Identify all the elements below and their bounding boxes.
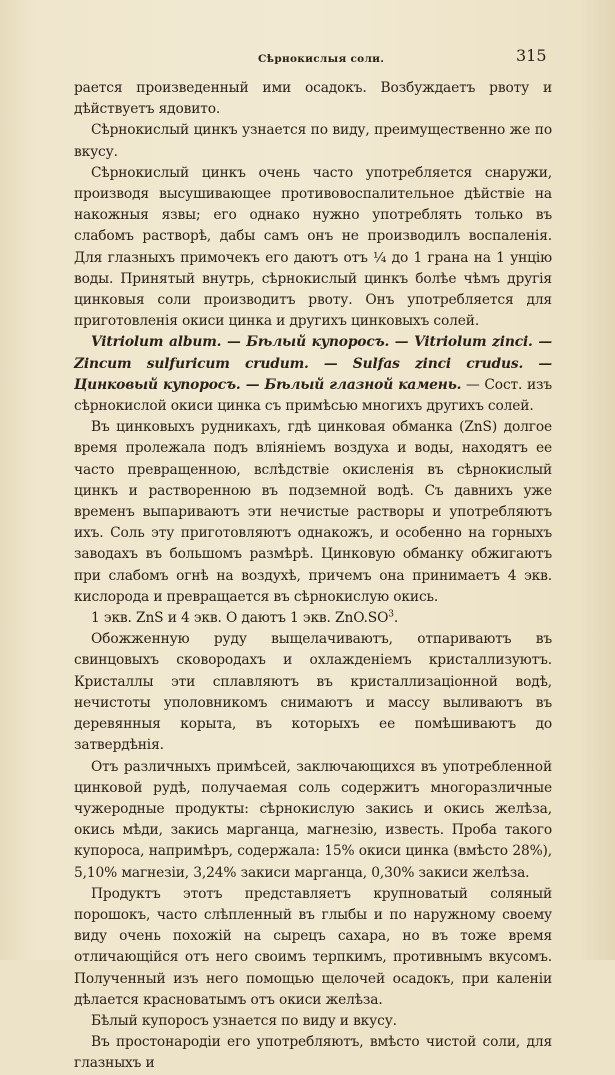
synonyms-composition: — Сост. изъ сѣрнокислой окиси цинка съ примѣсью многихъ другихъ солей. — [74, 376, 552, 415]
body-text — [74, 78, 552, 1075]
paragraph-folk-use: Въ простонародіи его употребляютъ, вмѣсто чистой соли, для глазныхъ и — [74, 1034, 552, 1072]
paragraph-impurities: Отъ различныхъ примѣсей, заключающихся въ употребленной цинковой рудѣ, получаемая соль содержитъ многоразличные чужеродные продукты: сѣрнокислую закись и окись желѣза, окись мѣди, закись марганца, магнезію, известь. Проба такого купороса, напримѣръ, содержала: 15% окиси цинка (вмѣсто 28%), 5,10% магнезіи, 3,24% закиси марганца, 0,30% закиси желѣза. — [74, 758, 552, 881]
synonyms-italic: Vitriolum album. — Бѣлый купоросъ. — Vitriolum zinci. — Zincum sulfuricum crudum. — Sulfas zinci crudus. — Цинковый купоросъ. — Бѣлый глазной камень. — [74, 334, 552, 393]
running-title: Сѣрнокислыя соли. — [258, 53, 385, 65]
formula-end: . — [393, 610, 399, 627]
page-number: 315 — [516, 46, 547, 65]
paragraph-product: Продуктъ этотъ представляетъ крупноватый соляный порошокъ, часто слѣпленный въ глыбы и по наружному своему виду очень похожій на сырецъ сахара, но въ тоже время отличающійся отъ него своимъ терпкимъ, противнымъ вкусомъ. Полученный изъ него помощью щелочей осадокъ, при каленіи дѣлается красноватымъ отъ окиси желѣза. — [74, 885, 552, 1008]
running-head — [0, 44, 615, 66]
paragraph-usage: Сѣрнокислый цинкъ очень часто употребляется снаружи, производя высушивающее противовоспалительное дѣйствіе на накожныя язвы; его однако нужно употреблять только въ слабомъ растворѣ, дабы самъ онъ не производилъ воспаленія. Для глазныхъ примочекъ его даютъ отъ ¼ до 1 грана на 1 унцію воды. Принятый внутрь, сѣрнокислый цинкъ болѣе чѣмъ другія цинковыя соли производитъ рвоту. Онъ употребляется для приготовленія окиси цинка и другихъ цинковыхъ солей. — [74, 164, 552, 330]
paragraph-recognition: Сѣрнокислый цинкъ узнается по виду, преимущественно же по вкусу. — [74, 122, 552, 160]
formula-superscript: 3 — [388, 609, 394, 620]
paragraph-white-vitriol: Бѣлый купоросъ узнается по виду и вкусу. — [91, 1012, 397, 1029]
paragraph-roasting: Обожженную руду выщелачиваютъ, отпариваютъ въ свинцовыхъ сковородахъ и охлажденіемъ кристаллизуютъ. Кристаллы эти сплавляютъ въ кристаллизаціонной водѣ, нечистоты уполовникомъ снимаютъ и массу выливаютъ въ деревянныя корыта, въ которыхъ ее помѣшиваютъ до затвердѣнія. — [74, 631, 552, 754]
paragraph-continuation: рается произведенный ими осадокъ. Возбуждаетъ рвоту и дѣйствуетъ ядовито. — [74, 80, 552, 118]
paragraph-formula — [74, 608, 552, 629]
paragraph-mines: Въ цинковыхъ рудникахъ, гдѣ цинковая обманка (ZnS) долгое время пролежала подъ вліяніемъ воздуха и воды, находятъ ее часто превращенною, вслѣдствіе окисленія въ сѣрнокислый цинкъ и растворенною въ подземной водѣ. Съ давнихъ уже временъ выпариваютъ эти нечистые растворы и употребляютъ ихъ. Соль эту приготовляютъ однакожъ, и особенно на горныхъ заводахъ въ большомъ размѣрѣ. Цинковую обманку обжигаютъ при слабомъ огнѣ на воздухѣ, причемъ она принимаетъ 4 экв. кислорода и превращается въ сѣрнокислую окись. — [74, 419, 552, 605]
paragraph-synonyms — [74, 332, 552, 417]
formula-text: 1 экв. ZnS и 4 экв. O даютъ 1 экв. ZnO.SO — [91, 610, 389, 627]
